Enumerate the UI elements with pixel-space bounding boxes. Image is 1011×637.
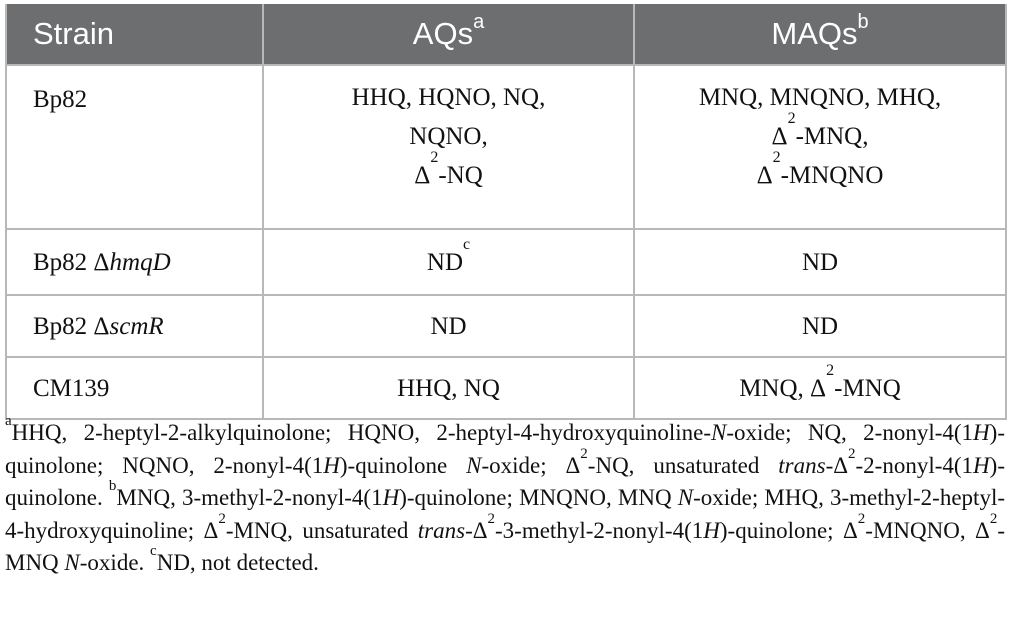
table-row bbox=[6, 357, 1006, 419]
maqs-cell: MNQ, $\Delta^2$-MNQ bbox=[634, 357, 1006, 419]
table-row bbox=[6, 229, 1006, 295]
aqs-cell: ND$^c$ bbox=[263, 229, 634, 295]
maqs-line: $\Delta^2$-MNQNO bbox=[756, 149, 884, 189]
maqs-cell bbox=[634, 65, 1006, 229]
footnote-marker-b: b bbox=[857, 11, 869, 33]
strain-cell: CM139 bbox=[6, 357, 263, 419]
strain-cell: Bp82 ΔscmR bbox=[6, 295, 263, 357]
footnote-c: ND, not detected. bbox=[156, 550, 319, 575]
aqs-line: NQNO, bbox=[409, 123, 488, 150]
aqs-line: $\Delta^2-NQ$ bbox=[414, 149, 483, 189]
footnote-label-a: a bbox=[5, 413, 12, 429]
table-row bbox=[6, 295, 1006, 357]
results-table-container bbox=[5, 4, 1005, 420]
maqs-line: $\Delta^2$-MNQ, bbox=[771, 110, 869, 150]
strain-cell: Bp82 ΔhmqD bbox=[6, 229, 263, 295]
aq-production-table bbox=[5, 4, 1007, 420]
maqs-cell: ND bbox=[634, 229, 1006, 295]
maqs-line: MNQ, MNQNO, MHQ, bbox=[698, 84, 942, 111]
header-aqs: AQs$^a$ bbox=[263, 4, 634, 65]
strain-cell: Bp82 bbox=[6, 65, 263, 229]
maqs-cell: ND bbox=[634, 295, 1006, 357]
footnote-a: HHQ, 2-heptyl-2-alkylquinolone; HQNO, 2-heptyl-4-hydroxyquinoline-N-oxide; NQ, 2-nonyl-4(1H)-quinolone; NQNO, 2-nonyl-4(1H)-quinolone N-oxide; $\Delta^2-NQ$, unsaturated trans-$\Delta^2-2-nonyl-4(1H)$-quinolone. bbox=[5, 420, 1005, 510]
table-row bbox=[6, 65, 1006, 229]
aqs-cell bbox=[263, 65, 634, 229]
table-footnotes bbox=[5, 413, 1005, 580]
footnote-label-c: c bbox=[150, 543, 157, 559]
footnote-marker-a: a bbox=[473, 11, 485, 33]
footnote-label-b: b bbox=[108, 478, 117, 494]
aqs-line: HHQ, HQNO, NQ, bbox=[351, 84, 546, 111]
table-header-row bbox=[6, 4, 1006, 65]
footnote-b: MNQ, 3-methyl-2-nonyl-4(1H)-quinolone; MNQNO, MNQ N-oxide; MHQ, 3-methyl-2-heptyl-4-hydroxyquinoline; $\Delta^2$-MNQ, unsaturated trans-$\Delta^2-3-methyl-2-nonyl-4(1H)$-quinolone; $\Delta^2$-MNQNO, $\Delta^2$-MNQ N-oxide. bbox=[5, 485, 1005, 575]
footnote-marker-c: c bbox=[463, 235, 471, 253]
aqs-cell: ND bbox=[263, 295, 634, 357]
header-strain: Strain bbox=[6, 4, 263, 65]
header-maqs: MAQs$^b$ bbox=[634, 4, 1006, 65]
aqs-cell: HHQ, NQ bbox=[263, 357, 634, 419]
